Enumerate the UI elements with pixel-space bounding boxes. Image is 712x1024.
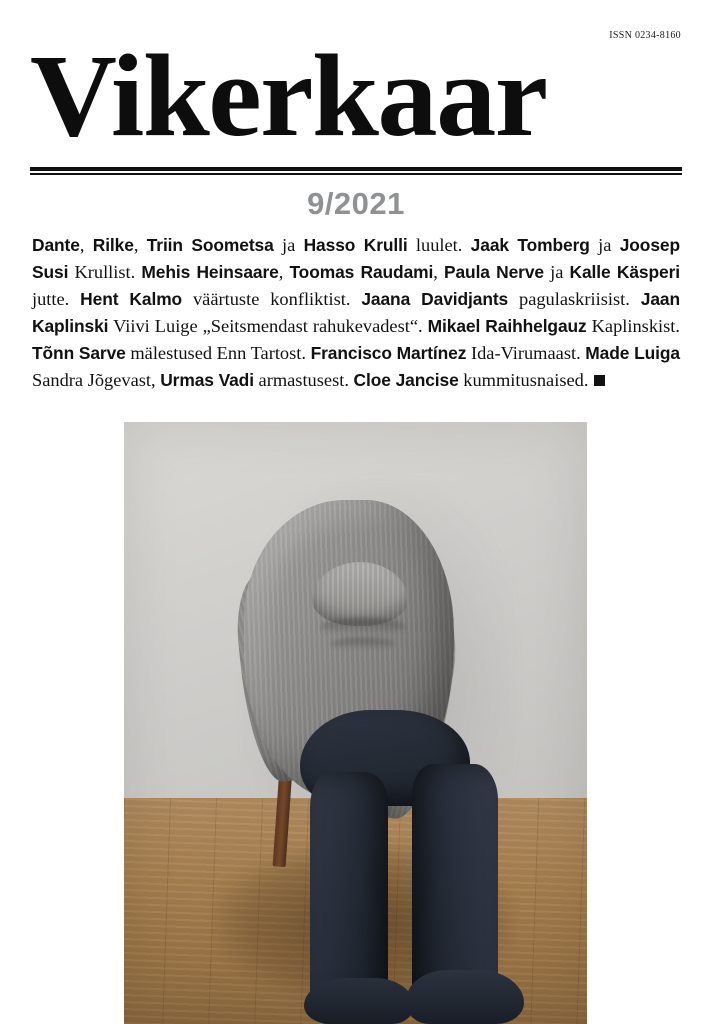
contributor-name: Joosep Susi [32, 235, 680, 283]
contributor-name: Mikael Raihhelgauz [427, 316, 587, 337]
contributor-name: Paula Nerve [443, 262, 544, 283]
contributor-name: Jaak Tomberg [470, 235, 590, 255]
contents-connector: Krullist. [68, 262, 142, 283]
contributor-name: Hasso Krulli [303, 235, 408, 255]
issue-number: 9/2021 [307, 186, 405, 221]
masthead-rule [30, 167, 682, 175]
contents-connector: Sandra Jõgevast, [32, 370, 161, 391]
contents-connector: pagulaskriisist. [508, 289, 641, 310]
contents-text [32, 235, 680, 390]
contributor-name: Hent Kalmo [80, 289, 183, 310]
contents-connector: , [278, 262, 290, 283]
contents-connector: , [79, 235, 93, 255]
contents-connector: Ida-Virumaast. [466, 343, 586, 364]
contributor-name: Jaan Kaplinski [32, 289, 680, 337]
contributor-name: Tõnn Sarve [32, 343, 126, 364]
end-marker-square [594, 375, 605, 386]
contributor-name: Cloe Jancise [353, 370, 459, 391]
contributor-name: Rilke [92, 235, 134, 255]
trousers-cuff-right [406, 970, 524, 1024]
trousers-cuff-left [304, 978, 414, 1024]
contributor-name: Kalle Käsperi [569, 262, 680, 283]
contents-connector: ja [589, 235, 620, 255]
sweater-fold-upper [320, 618, 406, 636]
contents-connector: jutte. [32, 289, 81, 310]
contents-connector: ja [543, 262, 570, 283]
contents-connector: väärtuste konfliktist. [182, 289, 362, 310]
contents-connector: mälestused Enn Tartost. [125, 343, 311, 364]
contributor-name: Francisco Martínez [310, 343, 467, 364]
sweater-fold-lower [330, 638, 396, 650]
contents-connector: Viivi Luige „Seitsmendast rahukevadest“. [108, 316, 428, 337]
cover-photo [124, 422, 587, 1024]
contributor-name: Jaana Davidjants [361, 289, 509, 310]
contributor-name: Triin Soometsa [146, 235, 274, 255]
contents-connector: , [433, 262, 444, 283]
contributor-name: Mehis Heinsaare [141, 262, 279, 283]
contents-connector: armastusest. [253, 370, 354, 391]
contributor-name: Dante [32, 235, 80, 255]
contents-connector: Kaplinskist. [586, 316, 681, 337]
magazine-title: Vikerkaar [30, 30, 547, 161]
contents-connector: luulet. [407, 235, 471, 255]
contributor-name: Made Luiga [585, 343, 680, 364]
contributor-name: Urmas Vadi [160, 370, 254, 391]
contents-connector: ja [273, 235, 304, 255]
contents-connector: , [133, 235, 147, 255]
contributor-name: Toomas Raudami [289, 262, 434, 283]
contents-blurb [32, 232, 680, 394]
rule-thin [30, 173, 682, 175]
contents-connector: kummitusnaised. [458, 370, 589, 391]
issn-label: ISSN 0234-8160 [609, 30, 681, 41]
